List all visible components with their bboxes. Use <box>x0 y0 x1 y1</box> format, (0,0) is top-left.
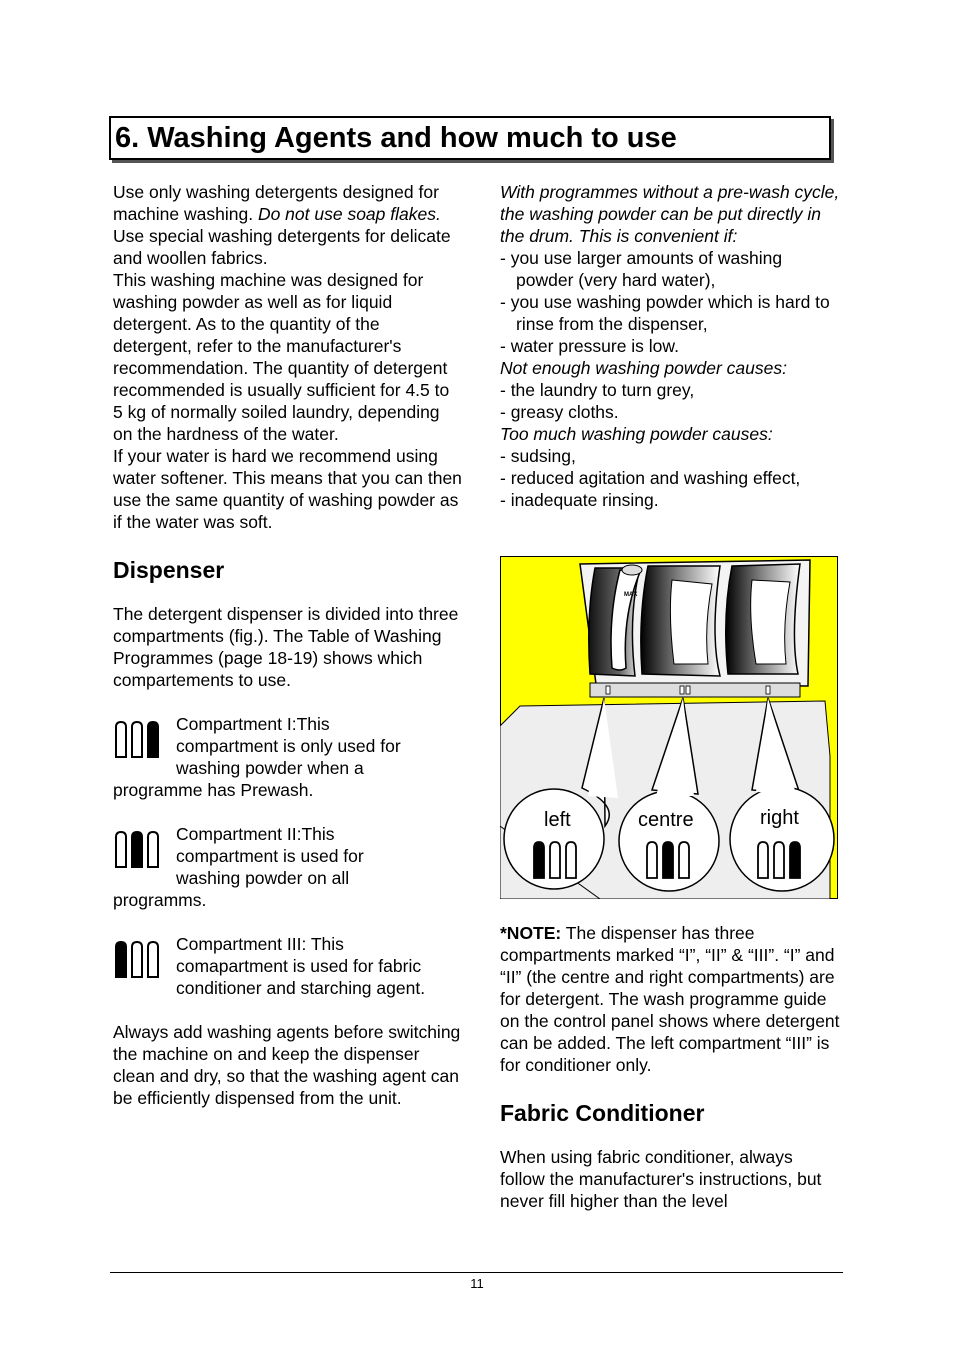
compartment-1-icon <box>113 719 161 759</box>
too-much-italic: Too much washing powder causes: <box>500 424 773 444</box>
paragraph-detergent: This washing machine was designed for washing powder as well as for liquid detergent. As to the quantity of the detergent, refer to the manufacturer's recommendation. The quantity of detergent recommended is usually sufficient for 4.5 to 5 kg of normally soiled laundry, depending on the hardness of the water. <box>113 270 450 444</box>
intro-italic: With programmes without a pre-wash cycle, the washing powder can be put directly in the drum. This is convenient if: <box>500 182 840 246</box>
compartment-2-line: Compartment II:This <box>176 824 335 844</box>
max-mark: MAX <box>624 592 638 598</box>
label-right: right <box>760 807 799 829</box>
compartment-1 <box>113 713 463 801</box>
compartment-3-line: conditioner and starching agent. <box>176 978 426 998</box>
centre-bubble-icon <box>647 842 689 878</box>
list-item: - the laundry to turn grey, <box>500 380 695 400</box>
too-much-heading <box>500 423 840 445</box>
list-item: - you use larger amounts of washing powder (very hard water), <box>500 248 783 290</box>
compartment-2-line: washing powder on all <box>176 868 350 888</box>
list-item: - water pressure is low. <box>500 336 679 356</box>
compartment-1-line: compartment is only used for <box>176 736 401 756</box>
compartment-2-line: compartment is used for <box>176 846 364 866</box>
compartment-2 <box>113 823 463 911</box>
dispenser-figure <box>500 556 838 899</box>
list-item: - sudsing, <box>500 446 576 466</box>
page-title: 6. Washing Agents and how much to use <box>115 122 677 154</box>
list-item: - inadequate rinsing. <box>500 490 659 510</box>
marker <box>606 686 610 694</box>
list-item: - you use washing powder which is hard to rinse from the dispenser, <box>500 292 830 334</box>
footer-divider <box>110 1272 843 1273</box>
compartment-3-line: comapartment is used for fabric <box>176 956 422 976</box>
soap-warning: Do not use soap flakes. <box>257 204 441 224</box>
paragraph-hard-water: If your water is hard we recommend using water softener. This means that you can then use the same quantity of washing powder as if the water was soft. <box>113 446 462 532</box>
marker <box>686 686 690 694</box>
compartment-3 <box>113 933 463 999</box>
left-column <box>113 181 463 1109</box>
not-enough-italic: Not enough washing powder causes: <box>500 358 787 378</box>
compartment-right-inner <box>751 580 790 664</box>
left-bubble-icon <box>534 842 576 878</box>
dispenser-text: The detergent dispenser is divided into three compartments (fig.). The Table of Washing Programmes (page 18-19) shows which compartements to use. <box>113 604 459 690</box>
compartment-3-icon <box>113 939 161 979</box>
label-centre: centre <box>638 809 694 831</box>
dispenser-heading: Dispenser <box>113 557 225 583</box>
not-enough-heading <box>500 357 840 379</box>
fabric-heading: Fabric Conditioner <box>500 1100 705 1126</box>
fabric-text: When using fabric conditioner, always follow the manufacturer's instructions, but never fill higher than the level <box>500 1147 822 1211</box>
note-label: *NOTE: <box>500 923 562 943</box>
right-column-bottom <box>500 922 840 1212</box>
page-title-box <box>109 116 831 160</box>
right-bubble-icon <box>758 842 800 878</box>
marker <box>766 686 770 694</box>
intro-text <box>500 181 840 247</box>
paragraph-delicate: Use special washing detergents for delicate and woollen fabrics. <box>113 226 451 268</box>
right-column-top <box>500 181 840 511</box>
compartment-centre-inner <box>670 580 712 664</box>
list-item: - greasy cloths. <box>500 402 619 422</box>
paragraph-always: Always add washing agents before switching the machine on and keep the dispenser clean and dry, so that the washing agent can be efficiently dispensed from the unit. <box>113 1022 461 1108</box>
compartment-1-line: Compartment I:This <box>176 714 330 734</box>
label-left: left <box>544 809 571 831</box>
siphon-cap-top <box>622 565 642 575</box>
marker <box>680 686 684 694</box>
compartment-1-line: washing powder when a <box>176 758 364 778</box>
compartment-2-icon <box>113 829 161 869</box>
compartment-3-line: Compartment III: This <box>176 934 344 954</box>
compartment-2-line: programms. <box>113 890 207 910</box>
list-item: - reduced agitation and washing effect, <box>500 468 801 488</box>
page-number: 11 <box>470 1276 484 1291</box>
note-paragraph <box>500 922 840 1076</box>
paragraph-soap <box>113 181 463 225</box>
compartment-1-line: programme has Prewash. <box>113 780 314 800</box>
soap-text: Use only washing detergents designed for machine washing. <box>113 182 439 224</box>
note-text: The dispenser has three compartments marked “I”, “II” & “III”. “I” and “II” (the centre and right compartments) are for detergent. The wash programme guide on the control panel shows where detergent can be added. The left compartment “III” is for conditioner only. <box>500 923 840 1075</box>
